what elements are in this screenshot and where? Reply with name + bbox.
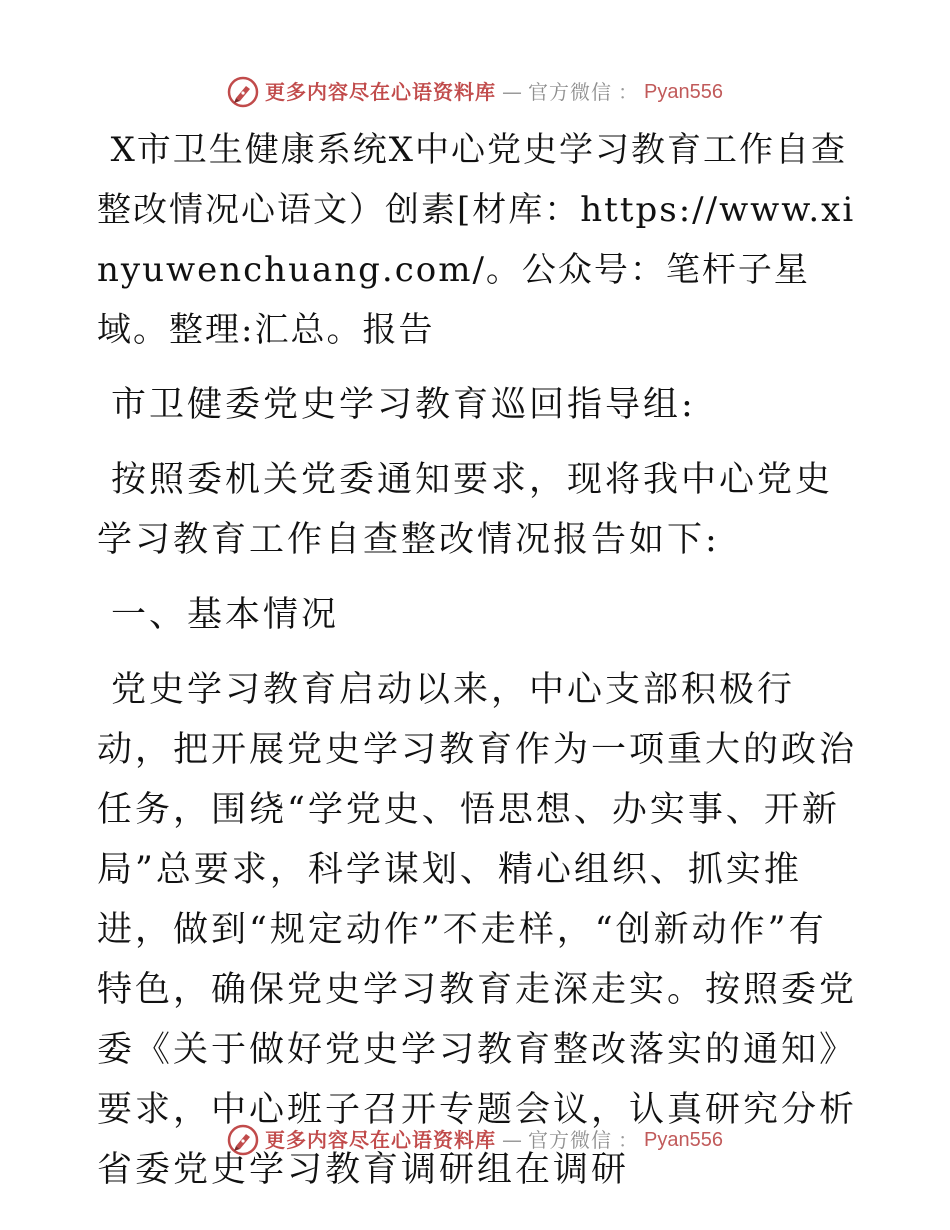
pen-nib-logo-icon bbox=[227, 76, 259, 108]
watermark-brand-text: 更多内容尽在心语资料库 bbox=[265, 80, 497, 104]
watermark-official-label: 官方微信 bbox=[528, 1128, 613, 1152]
watermark-account: Pyan556 bbox=[644, 81, 723, 103]
document-intro: 按照委机关党委通知要求，现将我中心党史学习教育工作自查整改情况报告如下: bbox=[97, 460, 834, 560]
pen-nib-logo-icon bbox=[227, 1124, 259, 1156]
document-body bbox=[97, 120, 857, 1215]
document-salutation: 市卫健委党史学习教育巡回指导组: bbox=[111, 385, 696, 425]
watermark-dash: — bbox=[502, 1128, 523, 1152]
watermark-brand-text: 更多内容尽在心语资料库 bbox=[265, 1128, 497, 1152]
watermark-account: Pyan556 bbox=[644, 1129, 723, 1151]
footer-watermark bbox=[0, 1118, 950, 1162]
document-paragraph: 党史学习教育启动以来，中心支部积极行动，把开展党史学习教育作为一项重大的政治任务，围绕“学党史、悟思想、办实事、开新局”总要求，科学谋划、精心组织、抓实推进，做到“规定动作”不走样，“创新动作”有特色，确保党史学习教育走深走实。按照委党委《关于做好党史学习教育整改落实的通知》要求，中心班子召开专题会议，认真研究分析省委党史学习教育调研组在调研 bbox=[97, 670, 858, 1190]
header-watermark bbox=[0, 70, 950, 114]
watermark-separator: ： bbox=[618, 80, 639, 104]
watermark-official-label: 官方微信 bbox=[528, 80, 613, 104]
document-title: X市卫生健康系统X中心党史学习教育工作自查整改情况心语文）创素[材库：https://www.xinyuwenchuang.com/。公众号：笔杆子星域。整理:汇总。报告 bbox=[97, 130, 856, 350]
section-heading: 一、基本情况 bbox=[111, 595, 340, 635]
watermark-separator: ： bbox=[618, 1128, 639, 1152]
watermark-dash: — bbox=[502, 80, 523, 104]
